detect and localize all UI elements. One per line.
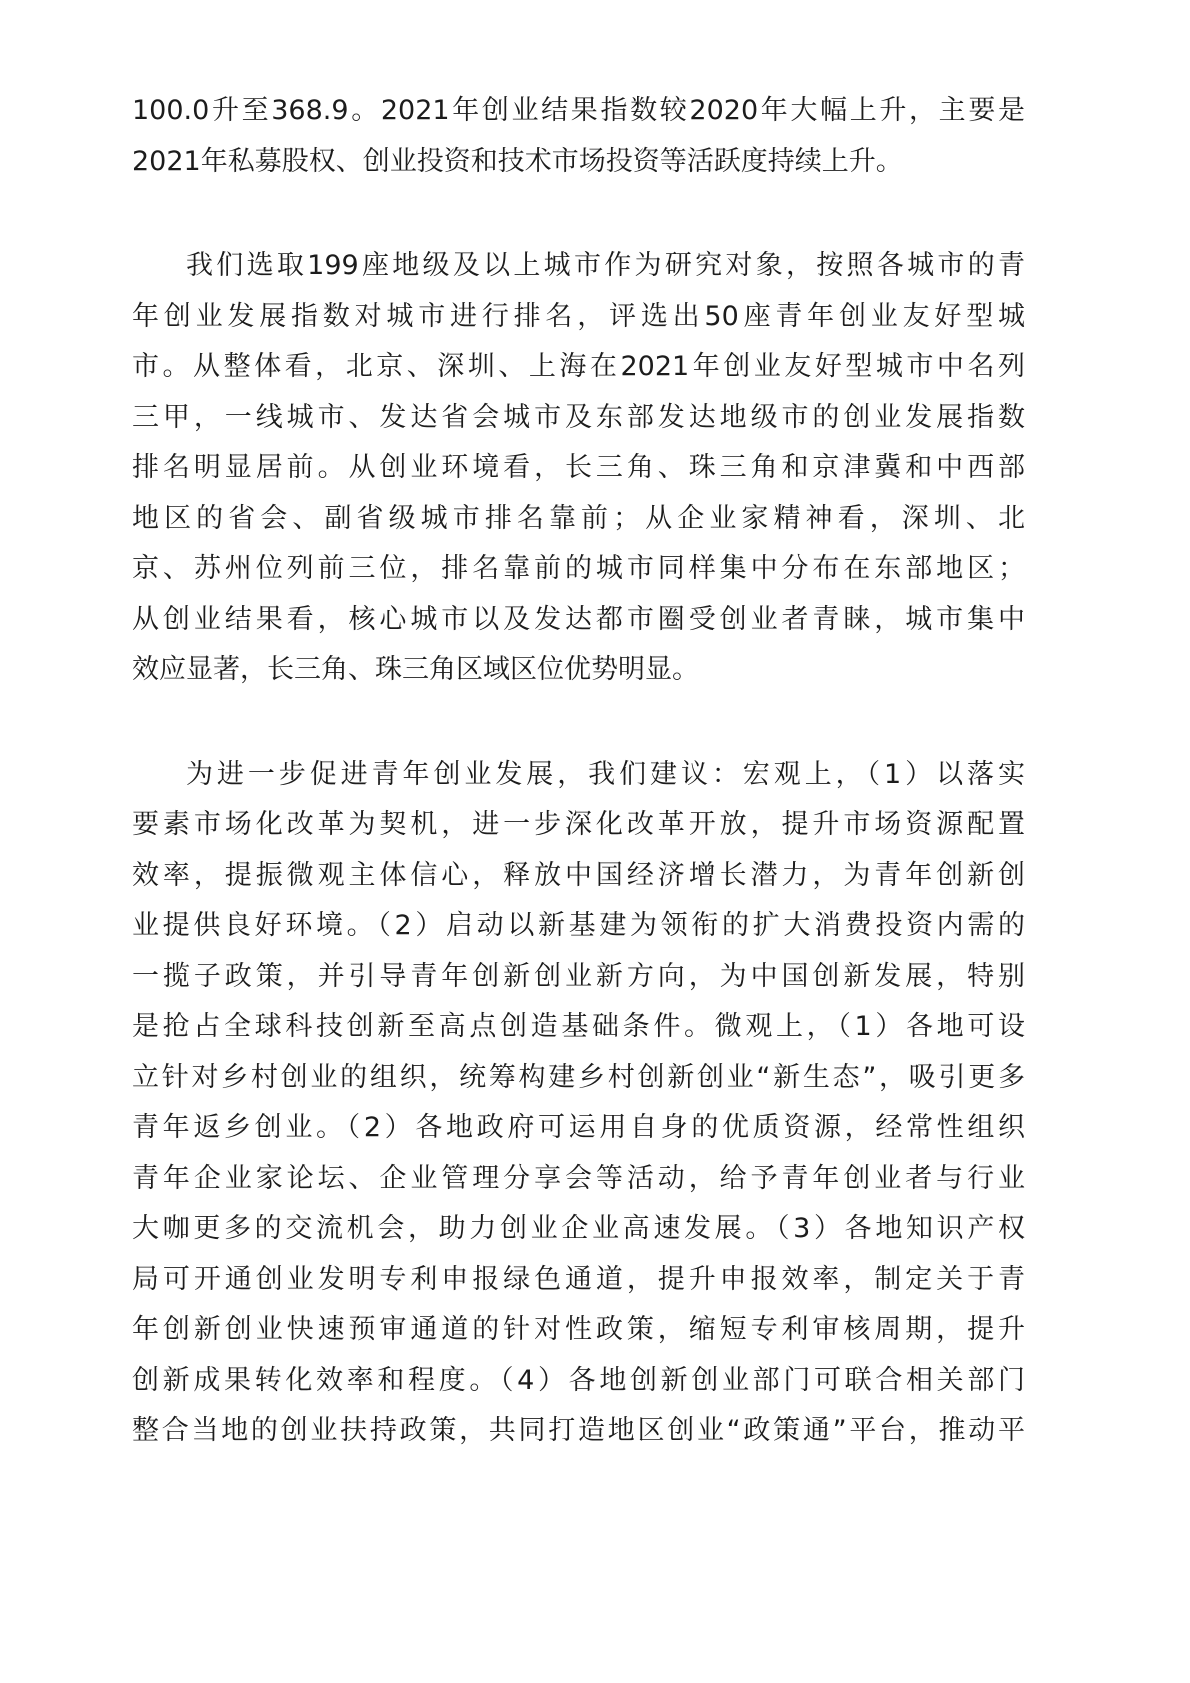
paragraph-1 [132,86,1025,187]
text-line: 大咖更多的交流机会，助力创业企业高速发展。（3）各地知识产权 [132,1213,1025,1244]
text-line: 业提供良好环境。（2）启动以新基建为领衔的扩大消费投资内需的 [132,910,1025,941]
text-line: 三甲，一线城市、发达省会城市及东部发达地级市的创业发展指数 [132,401,1025,433]
text-line: 地区的省会、副省级城市排名靠前；从企业家精神看，深圳、北 [132,502,1025,534]
text-line: 为进一步促进青年创业发展，我们建议：宏观上，（1）以落实 [186,758,1025,790]
text-line: 排名明显居前。从创业环境看，长三角、珠三角和京津冀和中西部 [132,452,1025,483]
text-line: 青年企业家论坛、企业管理分享会等活动，给予青年创业者与行业 [132,1162,1025,1194]
text-line: 是抢占全球科技创新至高点创造基础条件。微观上，（1）各地可设 [132,1011,1025,1042]
text-line: 年创业发展指数对城市进行排名，评选出50座青年创业友好型城 [132,300,1025,332]
text-line: 从创业结果看，核心城市以及发达都市圈受创业者青睐，城市集中 [132,603,1025,635]
text-line: 2021年私募股权、创业投资和技术市场投资等活跃度持续上升。 [132,145,903,177]
text-line: 创新成果转化效率和程度。（4）各地创新创业部门可联合相关部门 [132,1364,1025,1396]
text-line: 100.0升至368.9。2021年创业结果指数较2020年大幅上升，主要是 [132,95,1025,126]
text-line: 年创新创业快速预审通道的针对性政策，缩短专利审核周期，提升 [132,1314,1025,1345]
document-page [132,86,1025,1457]
text-line: 效应显著，长三角、珠三角区域区位优势明显。 [132,654,699,685]
text-line: 局可开通创业发明专利申报绿色通道，提升申报效率，制定关于青 [132,1263,1025,1295]
text-line: 市。从整体看，北京、深圳、上海在2021年创业友好型城市中名列 [132,351,1025,382]
text-line: 一揽子政策，并引导青年创新创业新方向，为中国创新发展，特别 [132,960,1025,992]
text-line: 立针对乡村创业的组织，统筹构建乡村创新创业“新生态”，吸引更多 [132,1061,1025,1093]
paragraph-spacer [132,187,1025,241]
text-line: 京、苏州位列前三位，排名靠前的城市同样集中分布在东部地区； [132,553,1025,584]
text-line: 效率，提振微观主体信心，释放中国经济增长潜力，为青年创新创 [132,859,1025,891]
paragraph-2 [132,241,1025,696]
paragraph-3 [132,750,1025,1457]
paragraph-spacer [132,696,1025,750]
text-line: 我们选取199座地级及以上城市作为研究对象，按照各城市的青 [186,250,1025,281]
text-line: 要素市场化改革为契机，进一步深化改革开放，提升市场资源配置 [132,809,1025,840]
text-line: 整合当地的创业扶持政策，共同打造地区创业“政策通”平台，推动平 [132,1415,1025,1446]
text-line: 青年返乡创业。（2）各地政府可运用自身的优质资源，经常性组织 [132,1112,1025,1143]
